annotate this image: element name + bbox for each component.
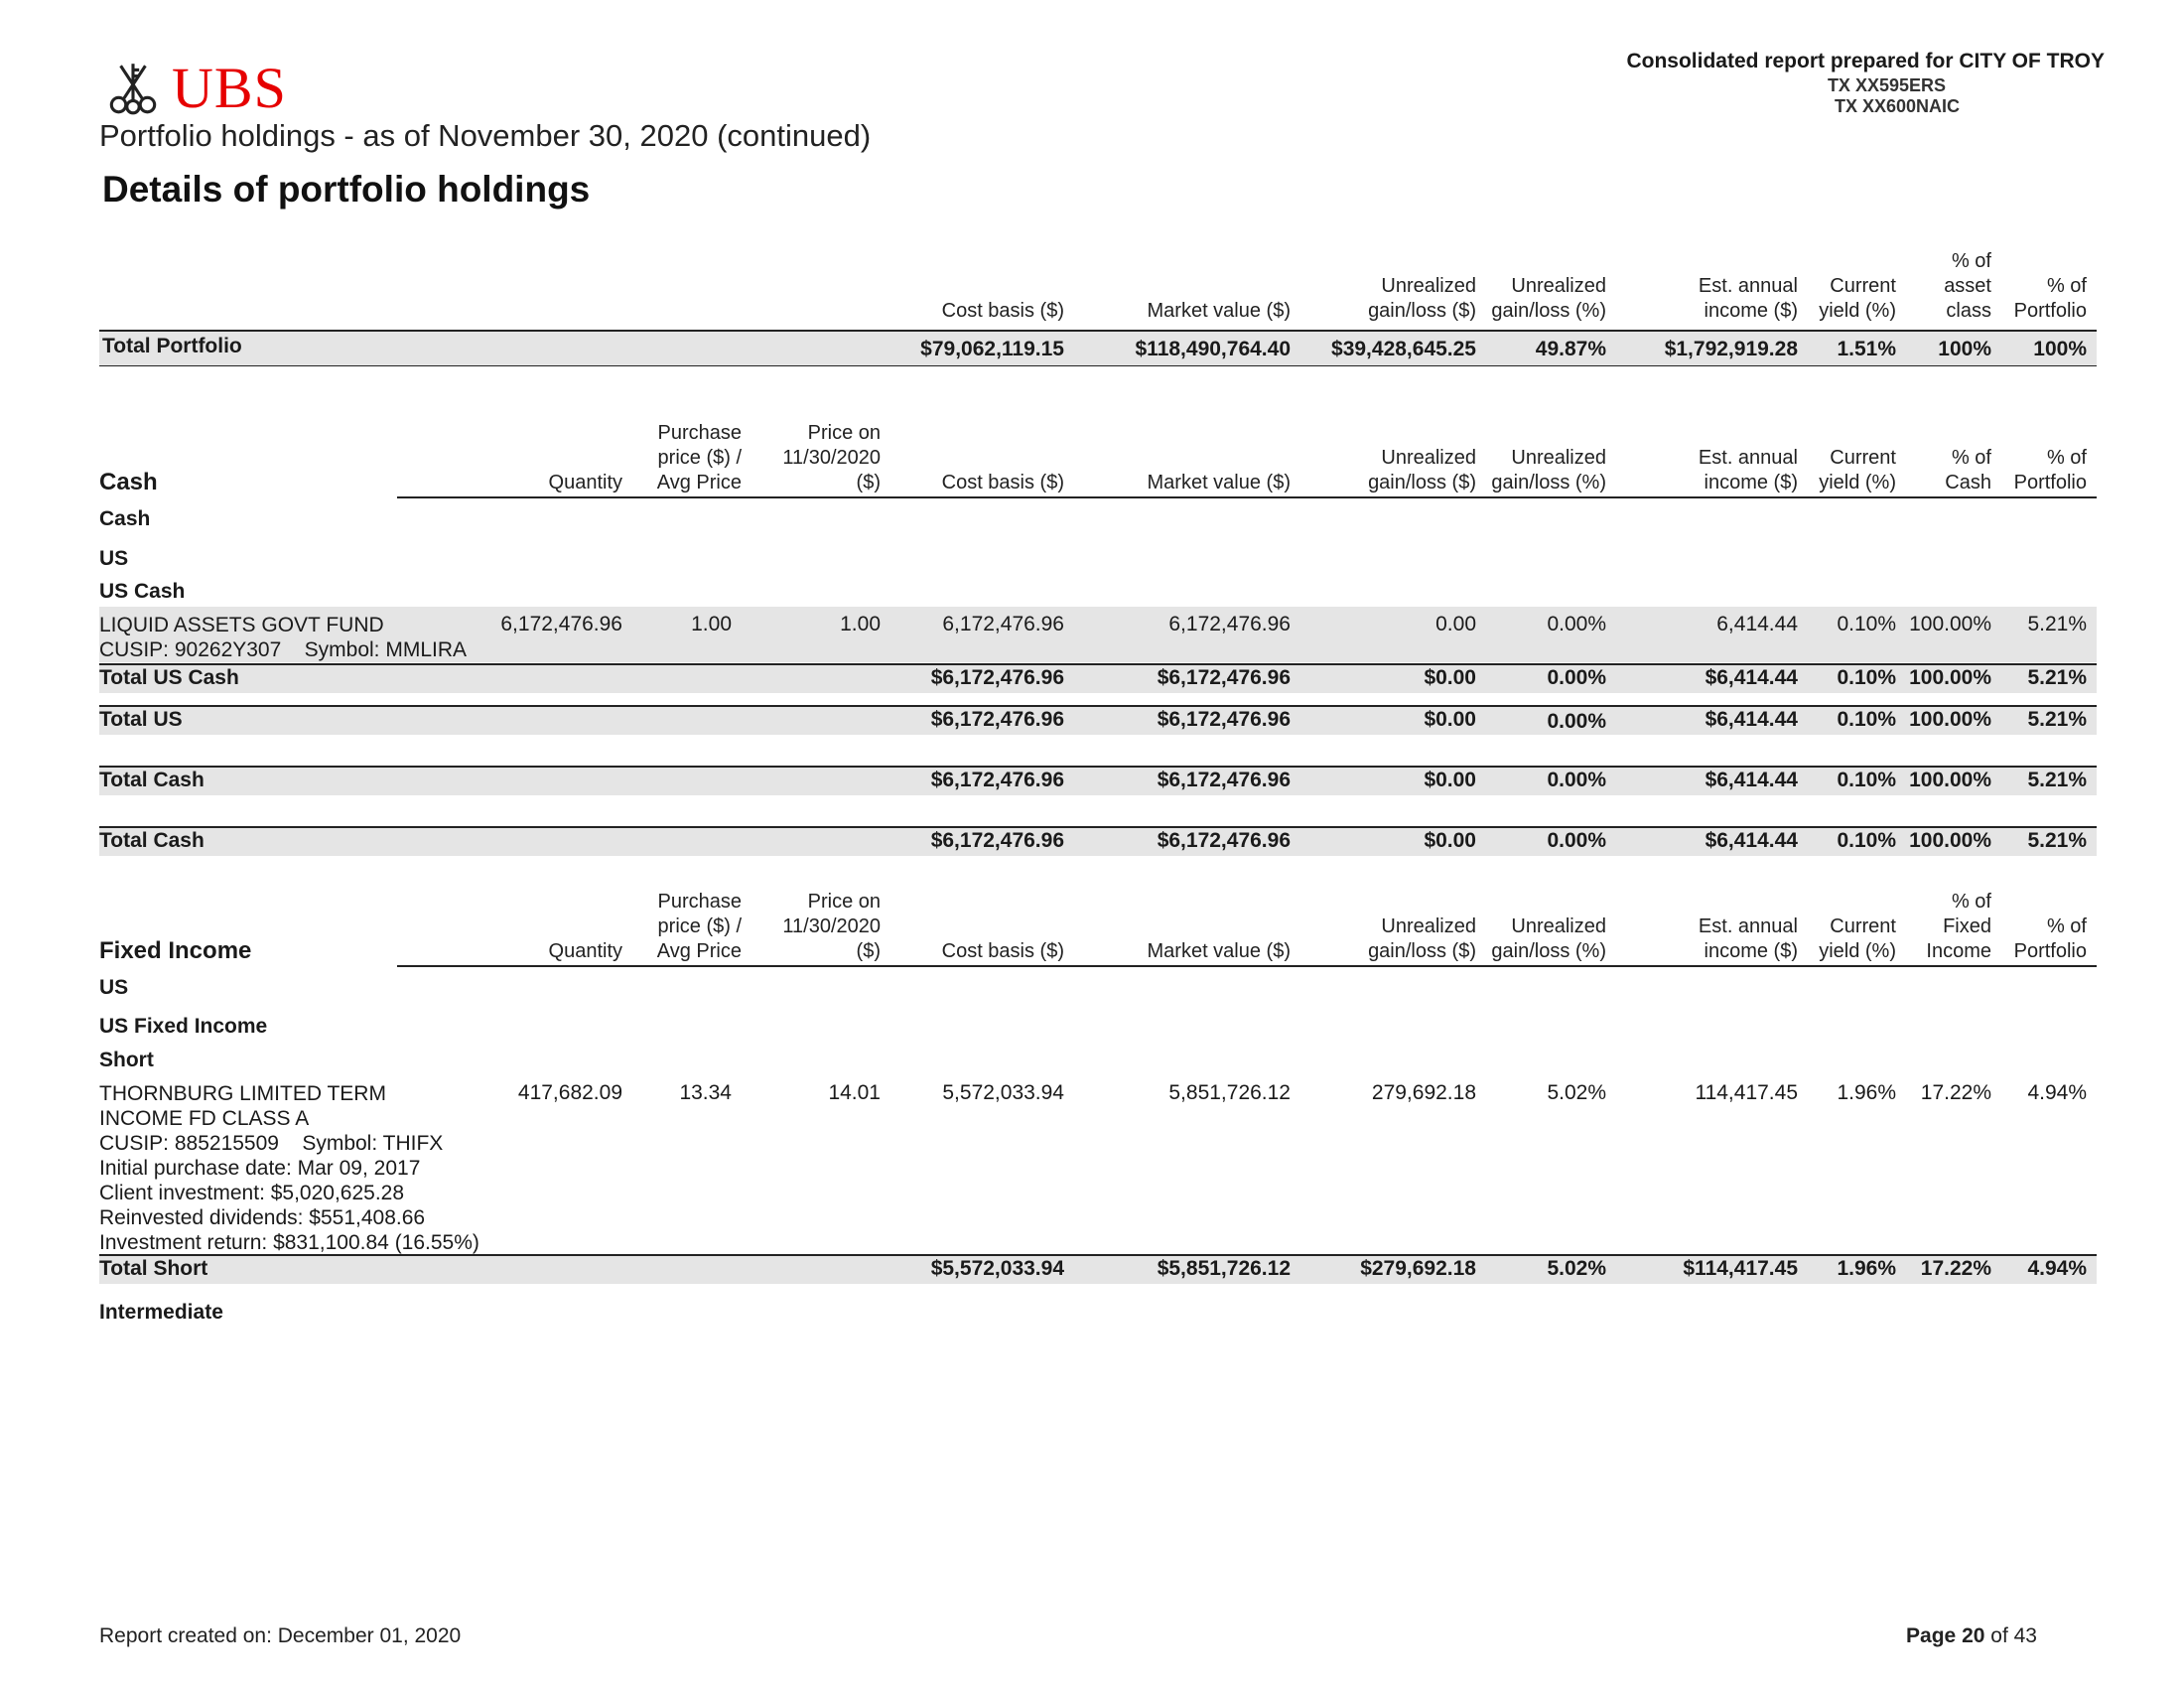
- header-line: Portfolio: [2013, 940, 2087, 962]
- cell-ugl-dollar: $0.00: [1424, 666, 1476, 689]
- header-line: yield (%): [1819, 940, 1896, 962]
- col-header-pct-port: [2014, 446, 2087, 495]
- col-header-ugl-pct: [1491, 914, 1606, 964]
- page-prefix: Page: [1906, 1624, 1957, 1647]
- cell-cost: $6,172,476.96: [930, 666, 1064, 689]
- total-label: Total Short: [99, 1257, 208, 1280]
- group-label: US: [99, 976, 129, 999]
- keys-icon: [102, 58, 164, 119]
- header-line: Unrealized: [1381, 447, 1476, 469]
- cell-ugl-dollar: $0.00: [1424, 708, 1476, 731]
- total-portfolio-label: Total Portfolio: [102, 335, 242, 357]
- account-type: NAIC: [1916, 96, 1960, 116]
- header-line: % of: [1951, 891, 1991, 913]
- header-line: % of: [1951, 250, 1991, 272]
- cell-ugl-pct: 0.00%: [1547, 710, 1606, 733]
- section-title-fixed-income: Fixed Income: [99, 937, 252, 964]
- col-header-ugl-dollar: [1368, 914, 1476, 964]
- header-line: Unrealized: [1381, 915, 1476, 937]
- cell-pct-port: 4.94%: [2027, 1081, 2087, 1104]
- header-line: income ($): [1704, 472, 1798, 493]
- cell-pct-port: 5.21%: [2027, 666, 2087, 689]
- prepared-prefix: Consolidated report prepared for: [1626, 50, 1954, 72]
- holding-symbol: Symbol: MMLIRA: [304, 638, 468, 661]
- col-header-yield: [1819, 446, 1896, 495]
- cell-pct-port: 5.21%: [2027, 829, 2087, 852]
- header-line: income ($): [1704, 300, 1798, 322]
- header-line: Unrealized: [1381, 275, 1476, 297]
- cell-pct-class: 100.00%: [1909, 829, 1991, 852]
- holding-name: LIQUID ASSETS GOVT FUND: [99, 614, 384, 636]
- total-market: $118,490,764.40: [1135, 338, 1291, 360]
- col-header-market: Market value ($): [1147, 300, 1291, 322]
- col-header-income: [1699, 446, 1798, 495]
- col-header-price: [782, 890, 881, 964]
- cell-cost: $6,172,476.96: [930, 829, 1064, 852]
- cell-income: $6,414.44: [1705, 666, 1798, 689]
- header-line: Unrealized: [1511, 915, 1606, 937]
- total-label: Total Cash: [99, 769, 205, 791]
- page-current: 20: [1962, 1624, 1985, 1647]
- cell-pct-port: 5.21%: [2027, 708, 2087, 731]
- total-pct-class: 100%: [1938, 338, 1991, 360]
- holding-symbol: Symbol: THIFX: [302, 1132, 444, 1155]
- cell-yield: 1.96%: [1837, 1081, 1896, 1104]
- header-line: gain/loss (%): [1491, 300, 1606, 322]
- header-line: Est. annual: [1698, 275, 1798, 297]
- cell-ugl-pct: 0.00%: [1547, 613, 1606, 635]
- account-type: ERS: [1908, 75, 1946, 95]
- col-header-ugl-pct: [1491, 446, 1606, 495]
- divider: [397, 965, 2097, 967]
- cell-ugl-dollar: $279,692.18: [1360, 1257, 1476, 1280]
- col-header-yield: [1819, 274, 1896, 324]
- section-title-cash: Cash: [99, 469, 158, 495]
- col-header-ugl-dollar: [1368, 446, 1476, 495]
- cell-yield: 0.10%: [1837, 613, 1896, 635]
- cell-pct-port: 5.21%: [2027, 769, 2087, 791]
- header-line: % of: [2046, 447, 2087, 469]
- col-header-ugl-pct: [1491, 274, 1606, 324]
- header-line: Fixed: [1943, 915, 1991, 937]
- cell-purchase: 1.00: [691, 613, 732, 635]
- header-line: Unrealized: [1511, 275, 1606, 297]
- cell-cost: $5,572,033.94: [930, 1257, 1064, 1280]
- cell-cost: 5,572,033.94: [942, 1081, 1064, 1104]
- cell-cost: 6,172,476.96: [942, 613, 1064, 635]
- cell-yield: 0.10%: [1837, 829, 1896, 852]
- col-header-pct-port: [2014, 914, 2087, 964]
- col-header-market: Market value ($): [1147, 940, 1291, 962]
- header-line: Unrealized: [1511, 447, 1606, 469]
- cell-market: 6,172,476.96: [1168, 613, 1291, 635]
- header-line: gain/loss ($): [1368, 940, 1476, 962]
- holding-cusip: CUSIP: 90262Y307: [99, 638, 282, 661]
- col-header-pct-class: [1945, 446, 1991, 495]
- total-ugl-pct: 49.87%: [1535, 338, 1606, 360]
- col-header-cost: Cost basis ($): [941, 940, 1064, 962]
- cell-qty: 417,682.09: [517, 1081, 622, 1104]
- cell-purchase: 13.34: [679, 1081, 732, 1104]
- holding-reinvested: Reinvested dividends: $551,408.66: [99, 1206, 426, 1229]
- header-line: Purchase: [657, 422, 742, 444]
- col-header-pct-class: [1944, 249, 1991, 324]
- header-line: % of: [2046, 275, 2087, 297]
- cell-ugl-pct: 0.00%: [1547, 829, 1606, 852]
- header-line: gain/loss ($): [1368, 472, 1476, 493]
- cell-income: 114,417.45: [1695, 1081, 1798, 1104]
- cell-price: 1.00: [840, 613, 881, 635]
- group-label: US Fixed Income: [99, 1015, 268, 1038]
- cell-ugl-dollar: $0.00: [1424, 829, 1476, 852]
- cell-cost: $6,172,476.96: [930, 769, 1064, 791]
- page-subtitle: Portfolio holdings - as of November 30, 2020 (continued): [99, 118, 872, 153]
- header-line: gain/loss (%): [1491, 940, 1606, 962]
- header-line: Price on: [807, 891, 881, 913]
- divider: [99, 365, 2097, 366]
- group-label: US Cash: [99, 580, 186, 603]
- cell-income: $6,414.44: [1705, 829, 1798, 852]
- header-line: Income: [1926, 940, 1991, 962]
- holding-cusip: CUSIP: 885215509: [99, 1132, 279, 1155]
- holding-initial-date: Initial purchase date: Mar 09, 2017: [99, 1157, 421, 1180]
- cell-yield: 0.10%: [1837, 708, 1896, 731]
- cell-cost: $6,172,476.96: [930, 708, 1064, 731]
- holding-investment-return: Investment return: $831,100.84 (16.55%): [99, 1231, 479, 1254]
- page-total: of 43: [1990, 1624, 2037, 1647]
- header-line: Avg Price: [656, 472, 742, 493]
- header-line: % of: [1951, 447, 1991, 469]
- cell-ugl-dollar: $0.00: [1424, 769, 1476, 791]
- header-line: Current: [1830, 447, 1896, 469]
- header-line: gain/loss ($): [1368, 300, 1476, 322]
- cell-income: 6,414.44: [1716, 613, 1798, 635]
- cell-income: $6,414.44: [1705, 708, 1798, 731]
- account-number: TX XX600: [1834, 96, 1916, 116]
- cell-ugl-pct: 0.00%: [1547, 769, 1606, 791]
- header-line: Avg Price: [656, 940, 742, 962]
- cell-market: $5,851,726.12: [1157, 1257, 1291, 1280]
- cell-pct-port: 5.21%: [2027, 613, 2087, 635]
- header-line: Est. annual: [1698, 915, 1798, 937]
- report-created: Report created on: December 01, 2020: [99, 1624, 462, 1647]
- header-line: Cash: [1945, 472, 1991, 493]
- cell-pct-class: 100.00%: [1909, 769, 1991, 791]
- cell-pct-class: 100.00%: [1909, 613, 1991, 635]
- col-header-income: [1699, 914, 1798, 964]
- cell-ugl-dollar: 0.00: [1435, 613, 1476, 635]
- cell-market: $6,172,476.96: [1157, 829, 1291, 852]
- header-line: yield (%): [1819, 472, 1896, 493]
- account-line: [1626, 96, 1960, 117]
- account-line: [1626, 75, 1946, 96]
- total-cost: $79,062,119.15: [920, 338, 1064, 360]
- total-ugl-dollar: $39,428,645.25: [1331, 338, 1476, 360]
- col-header-qty: Quantity: [548, 472, 622, 493]
- header-line: 11/30/2020: [782, 915, 881, 937]
- group-label: Short: [99, 1049, 154, 1071]
- cell-ugl-pct: 0.00%: [1547, 666, 1606, 689]
- col-header-purchase: [657, 890, 742, 964]
- total-yield: 1.51%: [1837, 338, 1896, 360]
- header-line: % of: [2046, 915, 2087, 937]
- cell-yield: 0.10%: [1837, 769, 1896, 791]
- account-number: TX XX595: [1827, 75, 1909, 95]
- header-line: Purchase: [657, 891, 742, 913]
- cell-pct-class: 100.00%: [1909, 708, 1991, 731]
- group-label: US: [99, 547, 129, 570]
- holding-ids: [99, 1131, 479, 1156]
- cell-market: 5,851,726.12: [1168, 1081, 1291, 1104]
- total-income: $1,792,919.28: [1664, 338, 1798, 360]
- header-line: income ($): [1704, 940, 1798, 962]
- cell-yield: 1.96%: [1837, 1257, 1896, 1280]
- holding-name-line: THORNBURG LIMITED TERM: [99, 1082, 386, 1105]
- holding-name-line: INCOME FD CLASS A: [99, 1107, 310, 1130]
- cell-pct-class: 17.22%: [1920, 1081, 1991, 1104]
- col-header-cost: Cost basis ($): [941, 300, 1064, 322]
- prepared-for: [1626, 50, 2105, 117]
- header-line: 11/30/2020: [782, 447, 881, 469]
- header-line: Portfolio: [2013, 472, 2087, 493]
- cell-market: $6,172,476.96: [1157, 708, 1291, 731]
- client-name: CITY OF TROY: [1959, 50, 2105, 72]
- col-header-pct-class: [1926, 890, 1991, 964]
- col-header-yield: [1819, 914, 1896, 964]
- col-header-market: Market value ($): [1147, 472, 1291, 493]
- cell-market: $6,172,476.96: [1157, 769, 1291, 791]
- cell-pct-class: 17.22%: [1920, 1257, 1991, 1280]
- total-label: Total Cash: [99, 829, 205, 852]
- cell-pct-class: 100.00%: [1909, 666, 1991, 689]
- cell-qty: 6,172,476.96: [500, 613, 622, 635]
- header-line: ($): [856, 940, 881, 962]
- col-header-income: [1699, 274, 1798, 324]
- col-header-price: [782, 421, 881, 495]
- brand-name: UBS: [172, 56, 287, 120]
- header-line: ($): [856, 472, 881, 493]
- page-title: Details of portfolio holdings: [102, 169, 591, 210]
- col-header-cost: Cost basis ($): [941, 472, 1064, 493]
- cell-ugl-pct: 5.02%: [1547, 1257, 1606, 1280]
- header-line: price ($) /: [657, 915, 742, 937]
- header-line: class: [1946, 300, 1991, 322]
- header-line: Portfolio: [2013, 300, 2087, 322]
- col-header-pct-port: [2014, 274, 2087, 324]
- group-label: Cash: [99, 507, 151, 530]
- divider: [397, 496, 2097, 498]
- header-line: asset: [1944, 275, 1991, 297]
- total-label: Total US: [99, 708, 183, 731]
- total-pct-port: 100%: [2033, 338, 2087, 360]
- cell-pct-port: 4.94%: [2027, 1257, 2087, 1280]
- header-line: Price on: [807, 422, 881, 444]
- header-line: price ($) /: [657, 447, 742, 469]
- cell-income: $114,417.45: [1683, 1257, 1798, 1280]
- header-line: gain/loss (%): [1491, 472, 1606, 493]
- cell-yield: 0.10%: [1837, 666, 1896, 689]
- header-line: Est. annual: [1698, 447, 1798, 469]
- cell-price: 14.01: [828, 1081, 881, 1104]
- cell-ugl-pct: 5.02%: [1547, 1081, 1606, 1104]
- header-line: Current: [1830, 915, 1896, 937]
- col-header-ugl-dollar: [1368, 274, 1476, 324]
- header-line: Current: [1830, 275, 1896, 297]
- col-header-qty: Quantity: [548, 940, 622, 962]
- holding-ids: [99, 637, 467, 662]
- col-header-purchase: [657, 421, 742, 495]
- cell-income: $6,414.44: [1705, 769, 1798, 791]
- holding-description: [99, 1081, 479, 1255]
- group-label: Intermediate: [99, 1301, 223, 1324]
- cell-market: $6,172,476.96: [1157, 666, 1291, 689]
- header-line: yield (%): [1819, 300, 1896, 322]
- holding-client-investment: Client investment: $5,020,625.28: [99, 1182, 405, 1204]
- ubs-logo: [102, 55, 287, 121]
- cell-ugl-dollar: 279,692.18: [1371, 1081, 1476, 1104]
- page-number: [1906, 1624, 2037, 1648]
- total-label: Total US Cash: [99, 666, 239, 689]
